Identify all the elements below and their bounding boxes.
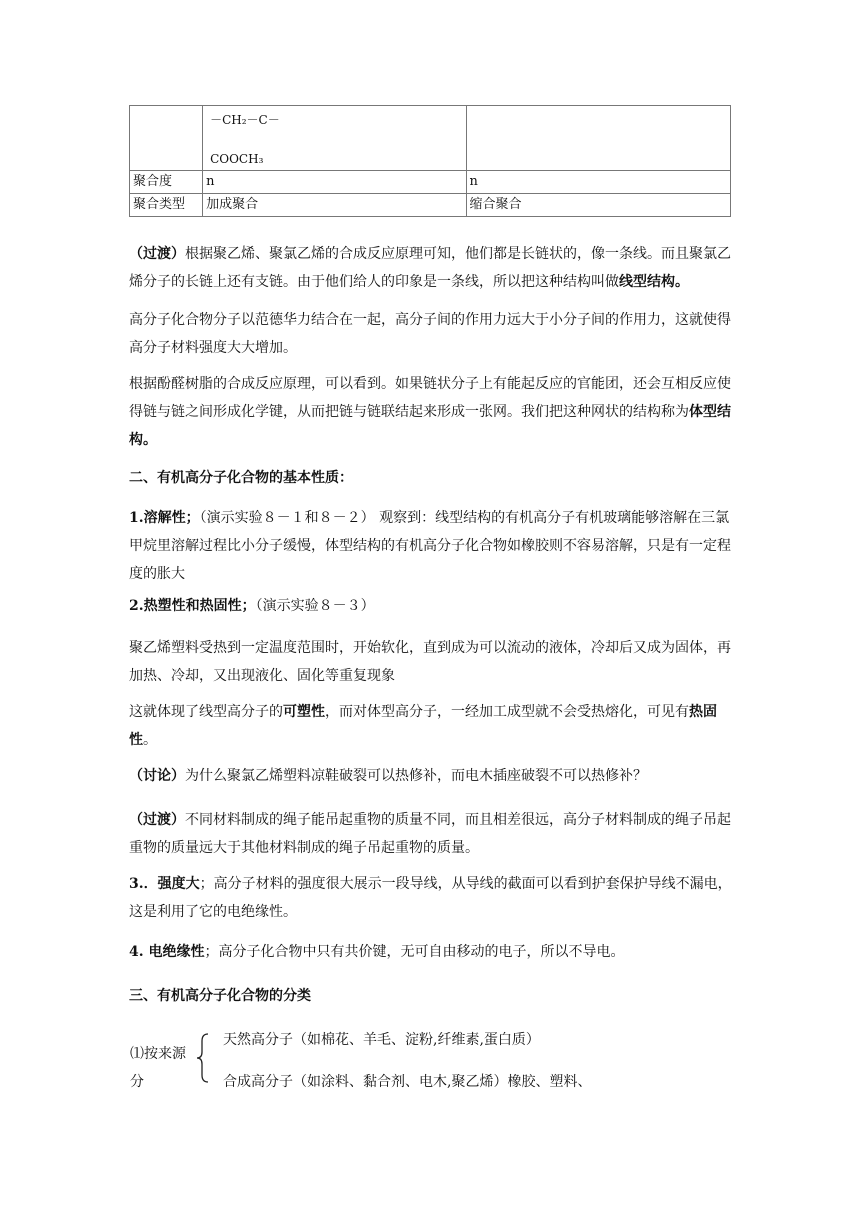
property-text: （演示实验８－１和８－２） 观察到：线型结构的有机高分子有机玻璃能够溶解在三氯甲烷里溶解过程比小分子缓慢，体型结构的有机高分子化合物如橡胶则不容易溶解，只是有一定程度的胀大 xyxy=(129,510,731,582)
degree-value-addition: n xyxy=(203,171,466,194)
curly-brace-icon xyxy=(195,1033,209,1083)
lead-tag: （过渡） xyxy=(129,812,185,828)
property-title: 3.．强度大 xyxy=(129,876,200,892)
paragraph-vdw: 高分子化合物分子以范德华力结合在一起，高分子间的作用力远大于小分子间的作用力，这就使得高分子材料强度大大增加。 xyxy=(129,312,731,356)
classification-natural: 天然高分子（如棉花、羊毛、淀粉,纤维素,蛋白质） xyxy=(223,1032,540,1048)
text-run: ，而对体型高分子，一经加工成型就不会受热熔化，可见有 xyxy=(325,704,689,720)
type-label: 聚合类型 xyxy=(130,194,203,217)
paragraph-plasticity xyxy=(129,698,733,754)
property-thermo xyxy=(129,592,733,620)
term-plasticity: 可塑性 xyxy=(283,704,325,720)
term-linear-structure: 线型结构。 xyxy=(619,274,689,290)
property-insulation xyxy=(129,938,733,966)
paragraph-text: 根据酚醛树脂的合成反应原理，可以看到。如果链状分子上有能起反应的官能团，还会互相反应使得链与链之间形成化学键，从而把链与链联结起来形成一张网。我们把这种网状的结构称为 xyxy=(129,376,731,420)
text-run: 。 xyxy=(143,732,157,748)
paragraph-text: 为什么聚氯乙烯塑料凉鞋破裂可以热修补，而电木插座破裂不可以热修补？ xyxy=(185,768,647,784)
property-text: ；高分子化合物中只有共价键，无可自由移动的电子，所以不导电。 xyxy=(204,944,625,960)
term-network-structure: 体型结构。 xyxy=(129,404,731,448)
table-row xyxy=(130,194,731,217)
table-row xyxy=(130,171,731,194)
table-row xyxy=(130,106,731,171)
paragraph-text: 不同材料制成的绳子能吊起重物的质量不同，而且相差很远，高分子材料制成的绳子吊起重物的质量远大于其他材料制成的绳子吊起重物的质量。 xyxy=(129,812,731,856)
classification-synthetic: 合成高分子（如涂料、黏合剂、电木,聚乙烯）橡胶、塑料、 xyxy=(223,1074,592,1090)
formula-chain: －CH₂－C－ xyxy=(210,113,280,127)
formula-ester-group: COOCH₃ xyxy=(210,152,264,166)
property-strength xyxy=(129,870,733,926)
paragraph-transition-linear xyxy=(129,240,733,296)
section-heading-properties: 二、有机高分子化合物的基本性质： xyxy=(129,470,353,486)
property-title: 2.热塑性和热固性； xyxy=(129,598,256,614)
degree-label: 聚合度 xyxy=(130,171,203,194)
property-text: （演示实验８－３） xyxy=(255,598,375,614)
formula-cell xyxy=(203,106,466,171)
property-solubility xyxy=(129,504,733,588)
type-value-condensation: 缩合聚合 xyxy=(466,194,731,217)
property-title: 4. 电绝缘性 xyxy=(129,944,205,960)
type-value-addition: 加成聚合 xyxy=(203,194,466,217)
paragraph-polyethylene: 聚乙烯塑料受热到一定温度范围时，开始软化，直到成为可以流动的液体，冷却后又成为固体，再加热、冷却，又出现液化、固化等重复现象 xyxy=(129,640,731,684)
text-run: 这就体现了线型高分子的 xyxy=(129,704,283,720)
property-title: 1.溶解性； xyxy=(129,510,200,526)
degree-value-condensation: n xyxy=(466,171,731,194)
table-cell xyxy=(466,106,731,171)
table-cell xyxy=(130,106,203,171)
section-heading-classification: 三、有机高分子化合物的分类 xyxy=(129,988,311,1004)
lead-tag: （过渡） xyxy=(129,246,185,262)
paragraph-network xyxy=(129,370,733,454)
paragraph-discussion xyxy=(129,762,733,790)
property-text: ；高分子材料的强度很大展示一段导线，从导线的截面可以看到护套保护导线不漏电，这是利用了它的电绝缘性。 xyxy=(129,876,732,920)
paragraph-text: 根据聚乙烯、聚氯乙烯的合成反应原理可知，他们都是长链状的，像一条线。而且聚氯乙烯分子的长链上还有支链。由于他们给人的印象是一条线，所以把这种结构叫做 xyxy=(129,246,731,290)
term-thermoset: 热固性 xyxy=(129,704,717,748)
lead-tag: （讨论） xyxy=(129,768,185,784)
polymer-comparison-table xyxy=(129,105,731,217)
classification-label: ⑴按来源分 xyxy=(130,1046,186,1090)
paragraph-transition-strength xyxy=(129,806,733,862)
